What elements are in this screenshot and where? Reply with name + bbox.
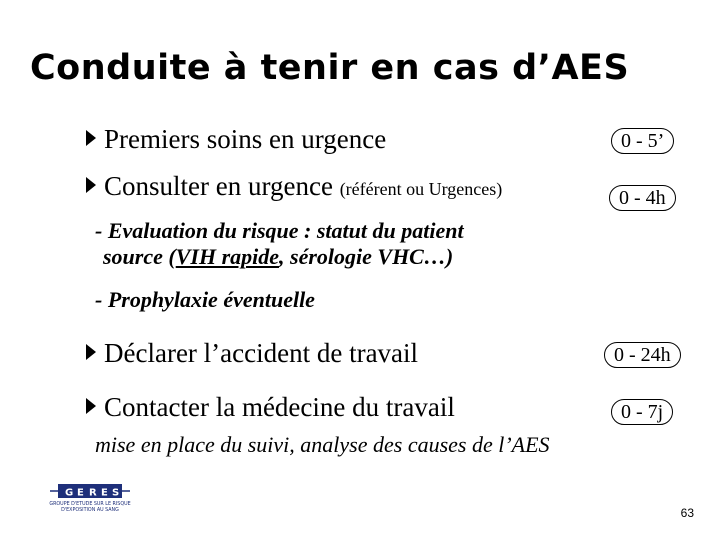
bullet-contacter bbox=[86, 392, 455, 423]
logo-letter: E bbox=[77, 487, 84, 499]
followup-note: mise en place du suivi, analyse des causes de l’AES bbox=[95, 432, 550, 457]
time-badge-5min: 0 - 5’ bbox=[611, 128, 674, 154]
triangle-bullet-icon bbox=[86, 344, 96, 360]
page-number: 63 bbox=[680, 506, 694, 520]
subpoint-source bbox=[103, 244, 453, 270]
logo-caption bbox=[40, 502, 140, 513]
bullet-label: Premiers soins en urgence bbox=[104, 124, 387, 154]
triangle-bullet-icon bbox=[86, 177, 96, 193]
bullet-label: Déclarer l’accident de travail bbox=[104, 338, 419, 368]
subpoint-evaluation: - Evaluation du risque : statut du patient bbox=[95, 218, 464, 243]
logo-caption-line: GROUPE D'ETUDE SUR LE RISQUE bbox=[49, 502, 131, 507]
bullet-detail: (référent ou Urgences) bbox=[339, 179, 503, 199]
subpoint-source-end: , sérologie VHC…) bbox=[279, 244, 454, 269]
logo-letter: E bbox=[101, 487, 108, 499]
bullet-label: Contacter la médecine du travail bbox=[104, 392, 455, 422]
triangle-bullet-icon bbox=[86, 130, 96, 146]
time-badge-24h: 0 - 24h bbox=[604, 342, 681, 368]
slide-title: Conduite à tenir en cas d’AES bbox=[30, 48, 630, 88]
subpoint-vih-rapide: VIH rapide bbox=[175, 244, 280, 269]
bullet-premiers-soins bbox=[86, 124, 386, 155]
bullet-label: Consulter en urgence bbox=[104, 171, 333, 201]
bullet-consulter bbox=[86, 171, 502, 202]
subpoint-prophylaxie: - Prophylaxie éventuelle bbox=[95, 287, 315, 312]
logo-letter: S bbox=[112, 487, 120, 499]
subpoint-source-start: source ( bbox=[103, 244, 176, 269]
logo-caption-line: D'EXPOSITION AU SANG bbox=[61, 507, 119, 513]
logo-letter: R bbox=[89, 487, 97, 499]
logo-letter: G bbox=[65, 487, 74, 499]
time-badge-7j: 0 - 7j bbox=[611, 399, 673, 425]
triangle-bullet-icon bbox=[86, 398, 96, 414]
bullet-declarer bbox=[86, 338, 418, 369]
time-badge-4h: 0 - 4h bbox=[609, 185, 676, 211]
